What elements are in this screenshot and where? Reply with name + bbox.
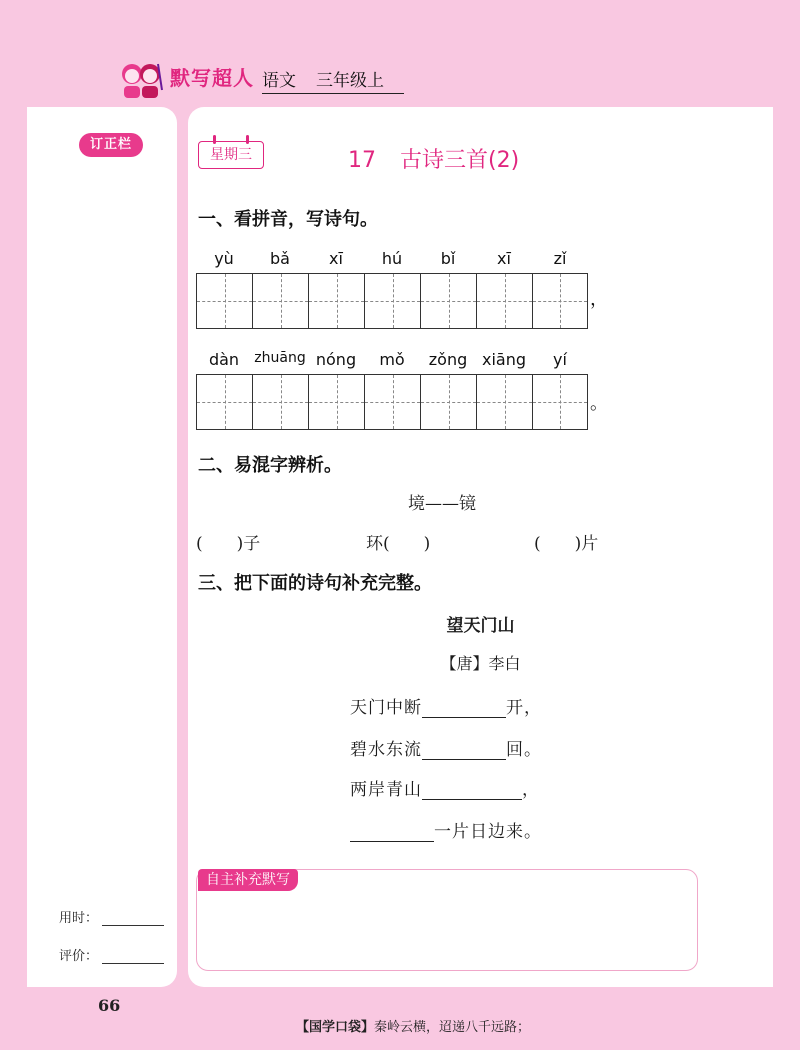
pinyin-syllable: bǐ (440, 249, 456, 268)
pinyin-syllable: nóng (315, 350, 357, 369)
pinyin-syllable: mǒ (379, 350, 405, 369)
pinyin-syllable: xiāng (481, 350, 526, 369)
fill-blank-item[interactable]: ( )片 (534, 534, 599, 554)
page-number: 66 (98, 996, 121, 1015)
self-write-label: 自主补充默写 (198, 869, 298, 891)
poem-text: 开， (506, 698, 542, 718)
poem-text: ， (522, 780, 540, 800)
pinyin-syllable: yù (214, 249, 234, 268)
lesson-title (348, 143, 519, 174)
tianzige-cell[interactable] (476, 273, 532, 329)
lesson-number: 17 (348, 148, 376, 173)
tianzige-cell[interactable] (252, 374, 308, 430)
worksheet-main (188, 107, 773, 987)
poem-line (350, 817, 542, 842)
answer-blank[interactable] (422, 783, 522, 800)
brand-logo: 默写超人 (170, 66, 254, 90)
tianzige-cell[interactable] (252, 273, 308, 329)
tianzige-cell[interactable] (364, 374, 420, 430)
tianzige-cell[interactable] (308, 374, 364, 430)
weekday-tag: 星期三 (198, 141, 264, 169)
poem-line (350, 693, 542, 718)
tianzige-cell[interactable] (196, 273, 252, 329)
tianzige-cell[interactable] (532, 374, 588, 430)
pinyin-syllable: hú (381, 249, 403, 268)
time-field[interactable] (59, 907, 164, 926)
tianzige-cell[interactable] (476, 374, 532, 430)
poem-author: 【唐】李白 (440, 654, 521, 673)
pinyin-syllable: zǐ (553, 249, 567, 268)
footer-quote-text: 秦岭云横，迢递八千远路； (374, 1020, 531, 1035)
pinyin-syllable: yí (553, 350, 567, 369)
pinyin-syllable: zhuāng (254, 350, 306, 366)
mascot-icon (118, 60, 164, 100)
subject-grade (262, 66, 404, 94)
answer-blank[interactable] (422, 743, 506, 760)
tianzige-cell[interactable] (420, 273, 476, 329)
poem-text: 一片日边来。 (434, 822, 542, 842)
fill-blank-item[interactable]: ( )子 (196, 534, 261, 554)
pinyin-syllable: dàn (208, 350, 240, 369)
pinyin-syllable: xī (497, 249, 511, 268)
confusable-pair: 境——镜 (408, 494, 476, 514)
answer-blank[interactable] (422, 701, 506, 718)
tianzige-cell[interactable] (532, 273, 588, 329)
grade-label: 三年级上 (316, 71, 384, 91)
row2-punct: 。 (590, 393, 608, 414)
poem-title: 望天门山 (446, 616, 515, 636)
poem-text: 回。 (506, 740, 542, 760)
answer-blank[interactable] (350, 825, 434, 842)
correction-badge: 订正栏 (79, 133, 143, 157)
rating-field[interactable] (59, 945, 164, 964)
pinyin-syllable: bǎ (270, 249, 290, 268)
poem-text: 天门中断 (350, 698, 422, 718)
poem-line (350, 775, 540, 800)
rating-label: 评价： (59, 949, 99, 964)
poem-line (350, 735, 542, 760)
writing-grid-2[interactable] (196, 374, 588, 430)
footer-quote (296, 1016, 530, 1035)
correction-sidebar (27, 107, 177, 987)
section1-heading: 一、看拼音，写诗句。 (198, 209, 378, 230)
footer-tag: 【国学口袋】 (296, 1020, 375, 1035)
pinyin-row-2 (196, 350, 588, 370)
row1-punct: ， (590, 289, 608, 310)
tianzige-cell[interactable] (420, 374, 476, 430)
pinyin-syllable: xī (329, 249, 343, 268)
fill-blank-item[interactable]: 环( ) (366, 534, 431, 554)
tianzige-cell[interactable] (308, 273, 364, 329)
poem-text: 碧水东流 (350, 740, 422, 760)
tianzige-cell[interactable] (364, 273, 420, 329)
page-header (0, 0, 800, 105)
time-label: 用时： (59, 911, 99, 926)
lesson-name: 古诗三首(2) (400, 148, 520, 173)
section3-heading: 三、把下面的诗句补充完整。 (198, 573, 432, 594)
writing-grid-1[interactable] (196, 273, 588, 329)
tianzige-cell[interactable] (196, 374, 252, 430)
subject-label: 语文 (262, 71, 296, 91)
section2-heading: 二、易混字辨析。 (198, 455, 342, 476)
pinyin-syllable: zǒng (428, 350, 468, 369)
poem-text: 两岸青山 (350, 780, 422, 800)
pinyin-row-1 (196, 249, 588, 269)
